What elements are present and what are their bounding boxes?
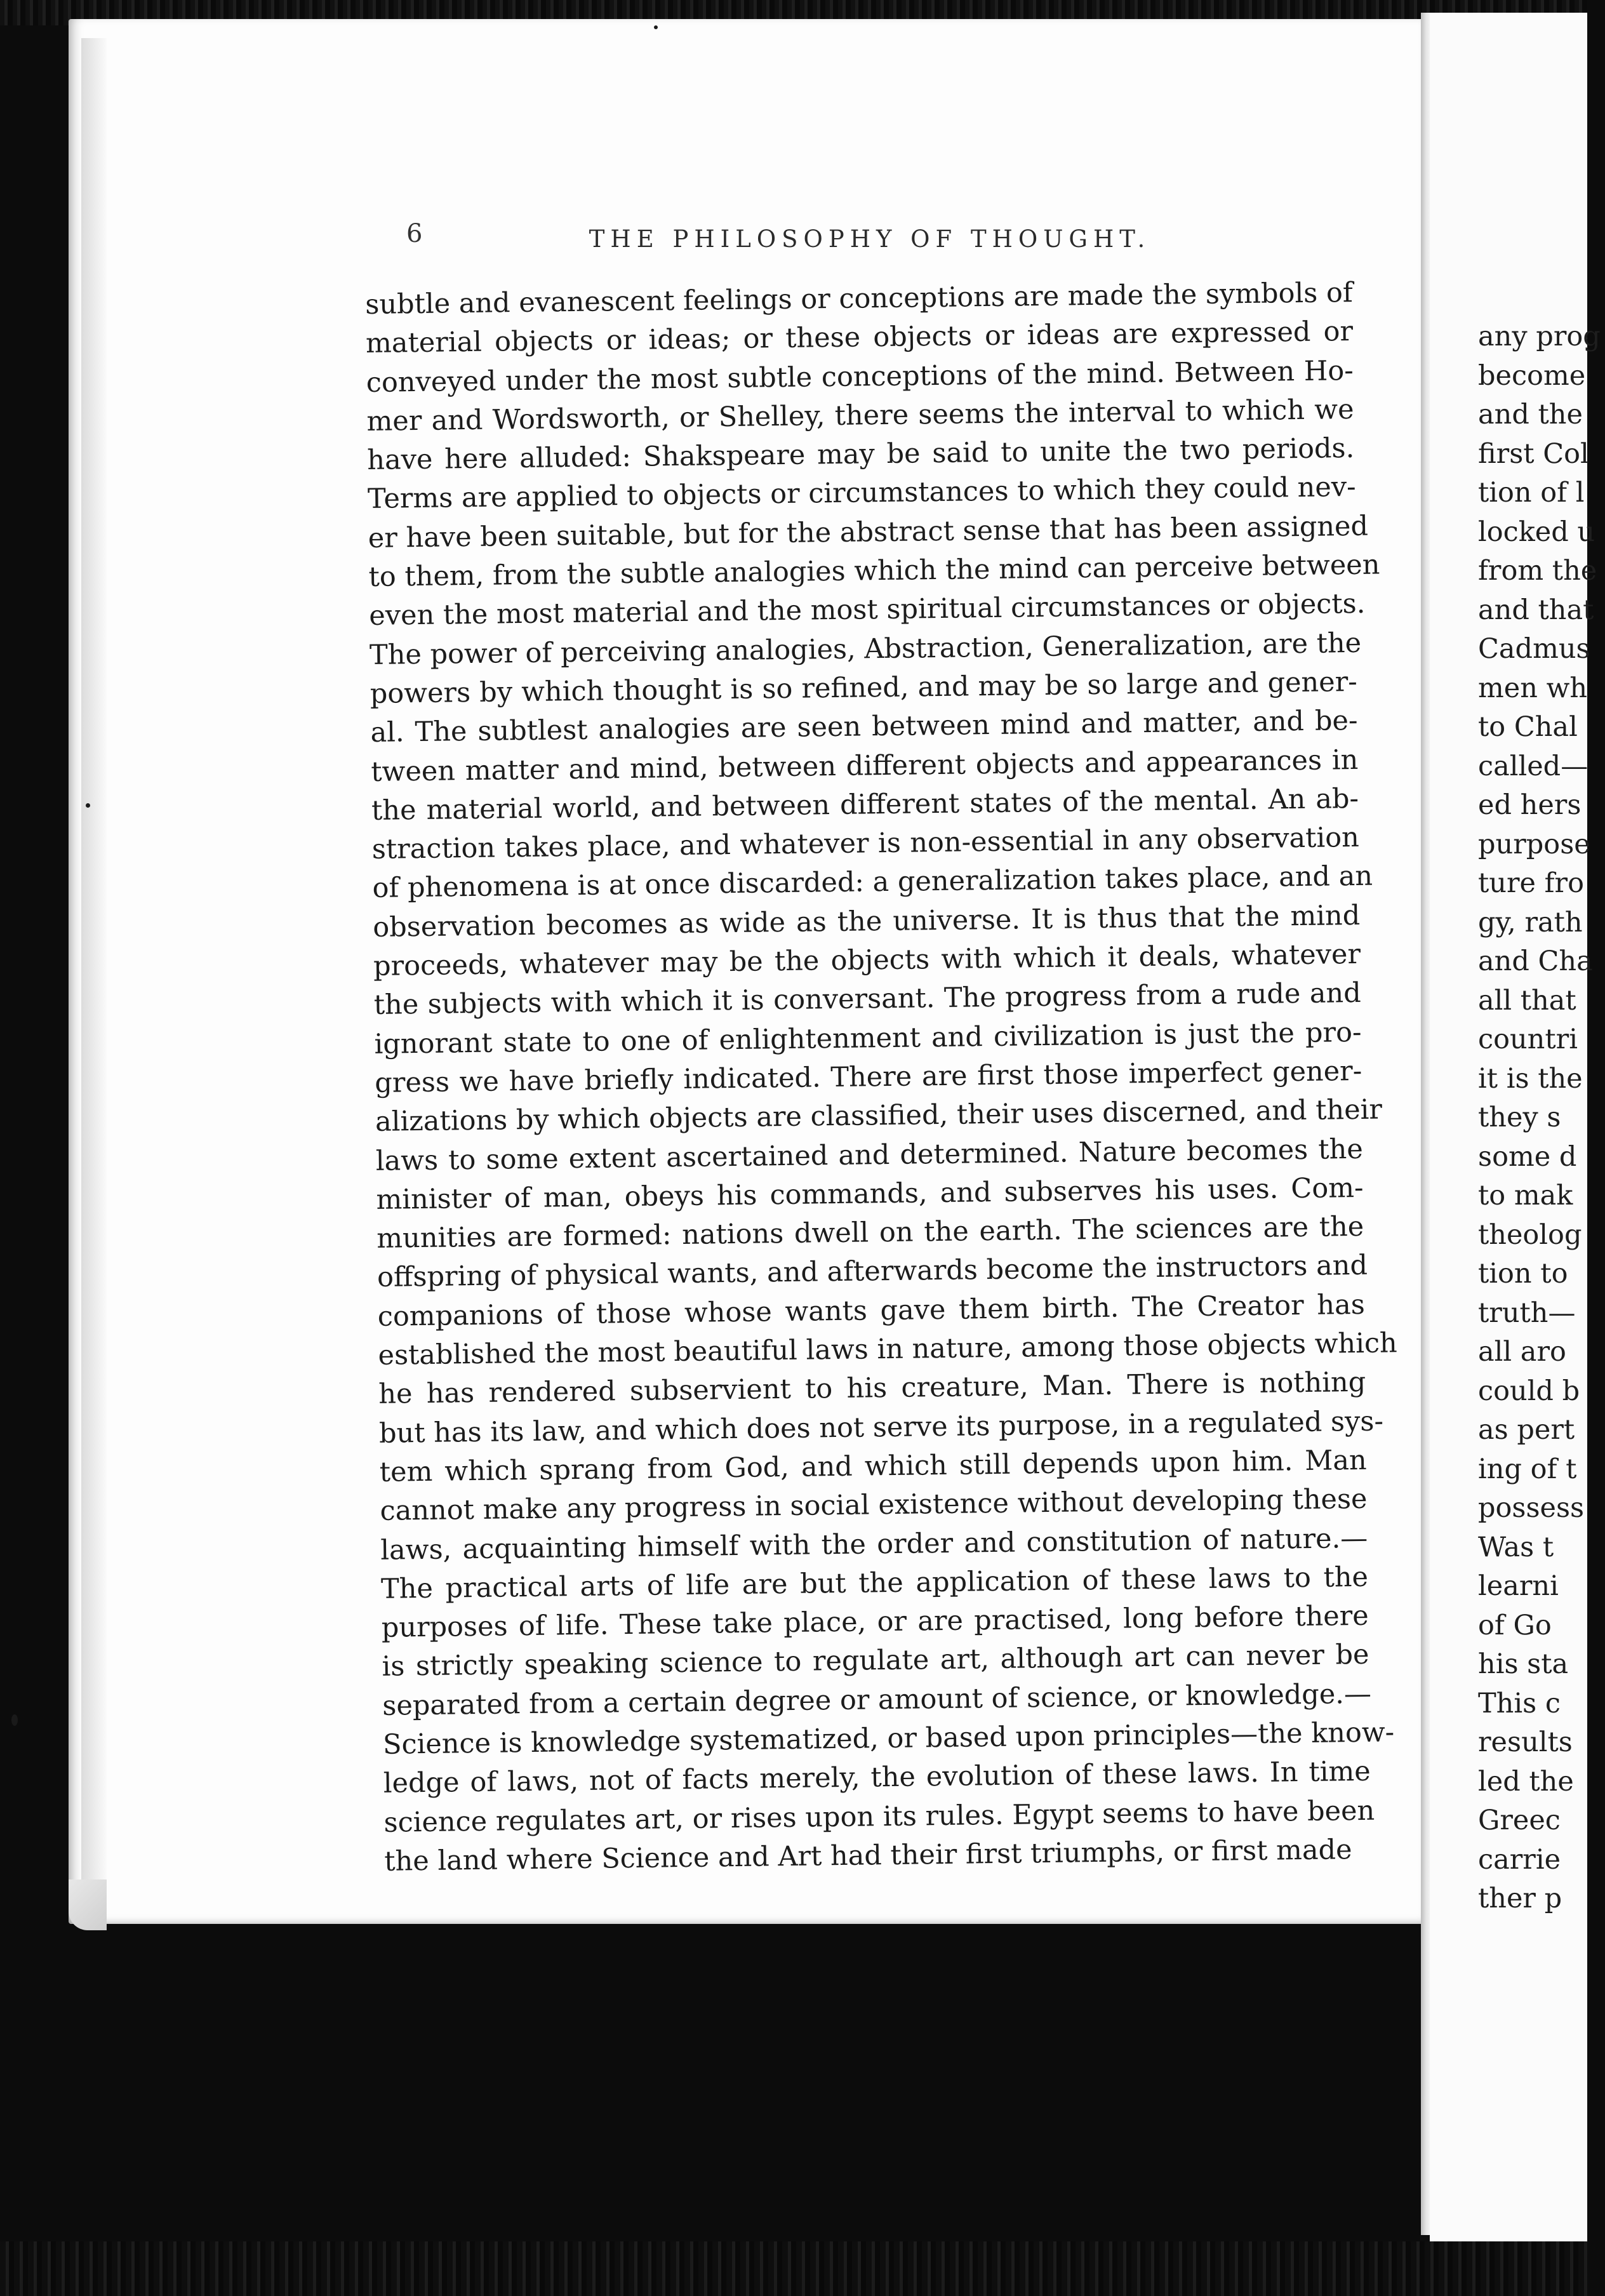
text-line: the land where Science and Art had their first triumphs, or first made [384, 1834, 1352, 1878]
text-line: The practical arts of life are but the application of these laws to the [380, 1561, 1369, 1605]
fragment-line: could b [1478, 1375, 1580, 1407]
fragment-line: learni [1478, 1570, 1559, 1602]
text-line: established the most beautiful laws in nature, among those objects which [378, 1327, 1398, 1372]
text-line: science regulates art, or rises upon its rules. Egypt seems to have been [383, 1794, 1375, 1839]
text-line: the subjects with which it is conversant. The progress from a rude and [373, 977, 1362, 1022]
fragment-line: led the [1478, 1765, 1574, 1798]
text-line: he has rendered subservient to his creature, Man. There is nothing [378, 1366, 1366, 1411]
fragment-line: This c [1478, 1687, 1561, 1719]
fragment-line: results [1478, 1726, 1573, 1758]
fragment-line: some d [1478, 1140, 1577, 1173]
fragment-line: men wh [1478, 672, 1588, 704]
body-text [365, 274, 1398, 1881]
text-line: the material world, and between different states of the mental. An ab- [371, 782, 1359, 827]
facing-page-text [1478, 317, 1605, 1919]
left-page-corner [69, 1879, 107, 1930]
text-line: offspring of physical wants, and afterwards become the instructors and [376, 1250, 1368, 1294]
text-line: mer and Wordsworth, or Shelley, there seems the interval to which we [366, 393, 1354, 437]
fragment-line: to Chal [1478, 711, 1578, 743]
text-line: tem which sprang from God, and which still depends upon him. Man [379, 1444, 1368, 1488]
fragment-line: and Cha [1478, 945, 1593, 977]
fragment-line: first Col [1478, 437, 1589, 470]
fragment-line: purpose [1478, 828, 1590, 860]
text-line: observation becomes as wide as the universe. It is thus that the mind [373, 899, 1361, 944]
fragment-line: ed hers [1478, 789, 1582, 821]
text-line: even the most material and the most spiritual circumstances or objects. [369, 588, 1366, 632]
fragment-line: carrie [1478, 1843, 1561, 1876]
text-line: minister of man, obeys his commands, and subserves his uses. Com- [376, 1171, 1364, 1216]
fragment-line: Cadmus [1478, 633, 1590, 665]
fragment-line: countri [1478, 1024, 1578, 1055]
text-line: separated from a certain degree or amount of science, or knowledge.— [382, 1678, 1372, 1722]
text-line: have here alluded: Shakspeare may be said to unite the two periods. [367, 432, 1355, 477]
left-page-edge [81, 38, 107, 1905]
fragment-line: ing of t [1478, 1453, 1577, 1485]
fragment-line: become [1478, 359, 1586, 392]
text-line: conveyed under the most subtle conceptions of the mind. Between Ho- [366, 354, 1354, 399]
text-line: ledge of laws, not of facts merely, the evolution of these laws. In time [383, 1756, 1371, 1800]
text-line: Science is knowledge systematized, or based upon principles—the know- [382, 1716, 1395, 1761]
fragment-line: all that [1478, 984, 1576, 1017]
text-line: is strictly speaking science to regulate art, although art can never be [382, 1639, 1369, 1683]
text-line: laws, acquainting himself with the order and constitution of nature.— [380, 1522, 1368, 1566]
fragment-line: and the [1478, 399, 1583, 431]
scan-bottom-border [0, 2241, 1587, 2296]
fragment-line: gy, rath [1478, 906, 1583, 938]
text-line: tween matter and mind, between different objects and appearances in [371, 744, 1359, 788]
fragment-line: theolog [1478, 1218, 1582, 1251]
text-line: to them, from the subtle analogies which the mind can perceive between [368, 549, 1380, 594]
text-line: but has its law, and which does not serve its purpose, in a regulated sys- [378, 1405, 1384, 1450]
fragment-line: any prog [1478, 321, 1601, 352]
fragment-line: called— [1478, 750, 1588, 782]
text-line: alizations by which objects are classified, their uses discerned, and their [375, 1093, 1383, 1138]
scan-speck [86, 803, 90, 808]
running-head-title: THE PHILOSOPHY OF THOUGHT. [589, 225, 1151, 253]
text-line: subtle and evanescent feelings or conceptions are made the symbols of [365, 276, 1354, 321]
scan-speck [654, 25, 658, 29]
fragment-line: truth— [1478, 1297, 1576, 1329]
fragment-line: ther p [1478, 1883, 1562, 1914]
fragment-line: from the [1478, 555, 1597, 587]
scan-speck [11, 1714, 18, 1726]
book-gutter [1421, 13, 1430, 2235]
text-line: ignorant state to one of enlightenment and civilization is just the pro- [374, 1016, 1362, 1060]
fragment-line: Was t [1478, 1531, 1554, 1563]
text-line: companions of those whose wants gave them birth. The Creator has [377, 1288, 1366, 1333]
text-line: purposes of life. These take place, or are practised, long before there [381, 1599, 1369, 1644]
text-line: The power of perceiving analogies, Abstraction, Generalization, are the [369, 627, 1362, 671]
fragment-line: it is the [1478, 1062, 1583, 1095]
text-line: proceeds, whatever may be the objects with which it deals, whatever [373, 938, 1361, 982]
fragment-line: tion to [1478, 1258, 1568, 1290]
text-line: material objects or ideas; or these objects or ideas are expressed or [365, 316, 1354, 360]
fragment-line: Greec [1478, 1805, 1561, 1836]
fragment-line: all aro [1478, 1336, 1566, 1368]
fragment-line: they s [1478, 1102, 1561, 1133]
fragment-line: tion of l [1478, 477, 1585, 509]
fragment-line: ture fro [1478, 867, 1585, 899]
fragment-line: as pert [1478, 1414, 1575, 1446]
fragment-line: possess [1478, 1492, 1585, 1524]
fragment-line: of Go [1478, 1609, 1552, 1641]
text-line: laws to some extent ascertained and determined. Nature becomes the [375, 1133, 1364, 1177]
fragment-line: and that [1478, 594, 1594, 626]
text-line: al. The subtlest analogies are seen between mind and matter, and be- [370, 705, 1358, 749]
fragment-line: his sta [1478, 1648, 1569, 1680]
text-line: powers by which thought is so refined, and may be so large and gener- [370, 665, 1358, 710]
text-line: of phenomena is at once discarded: a generalization takes place, and an [372, 860, 1373, 905]
text-line: er have been suitable, but for the abstract sense that has been assigned [368, 510, 1369, 554]
text-line: straction takes place, and whatever is non-essential in any observation [371, 822, 1360, 866]
page-number: 6 [406, 219, 423, 248]
text-line: cannot make any progress in social existence without developing these [380, 1483, 1368, 1528]
text-line: gress we have briefly indicated. There are first those imperfect gener- [375, 1055, 1362, 1099]
text-line: Terms are applied to objects or circumstances to which they could nev- [367, 471, 1356, 516]
fragment-line: to mak [1478, 1180, 1573, 1211]
fragment-line: locked u [1478, 516, 1595, 548]
text-line: munities are formed: nations dwell on the earth. The sciences are the [376, 1211, 1364, 1255]
